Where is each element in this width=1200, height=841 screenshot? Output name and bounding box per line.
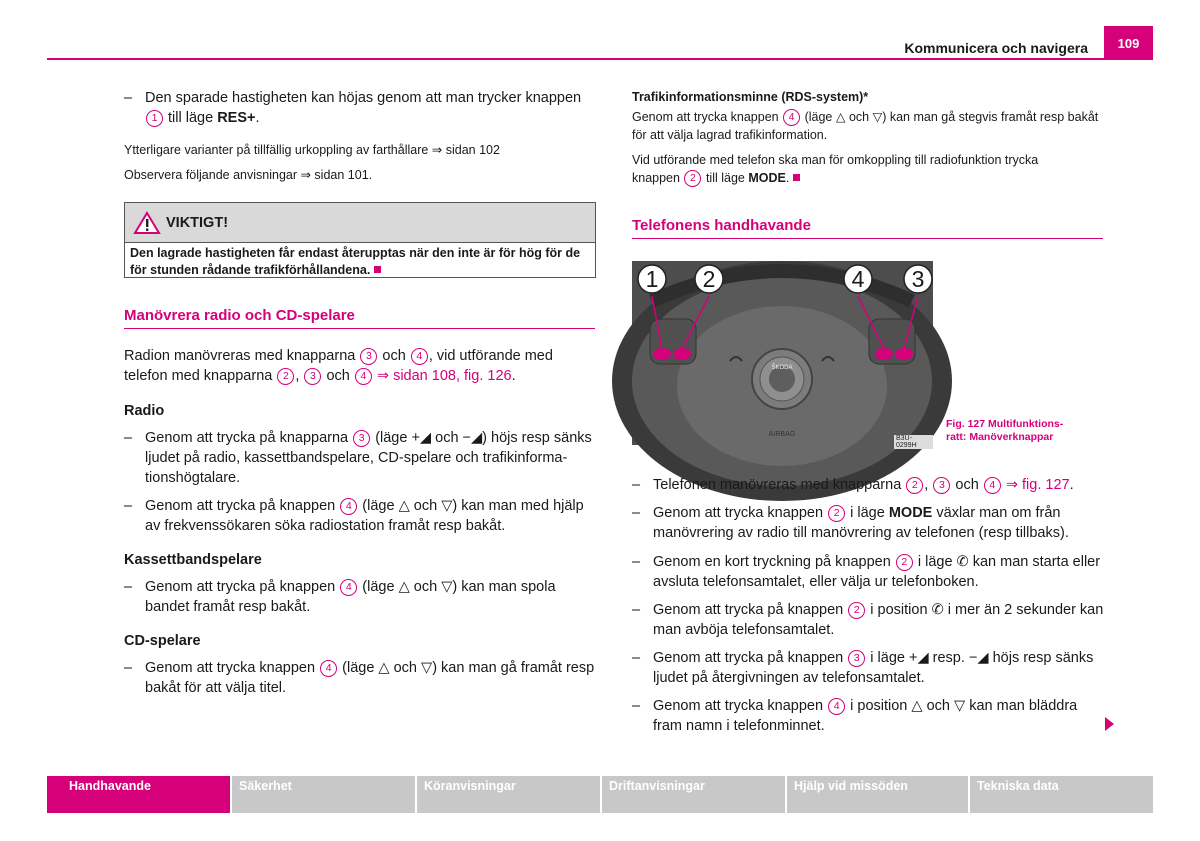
section-heading: Telefonens handhavande [632,217,811,234]
page-number: 109 [1104,26,1153,60]
paragraph: Vid utförande med telefon ska man för omkoppling till radiofunktion trycka knappen 2 till läge MODE. [632,153,1039,185]
figure-label: 1 [645,266,659,292]
figure-label: 3 [911,266,925,292]
paragraph: Genom att trycka knappen 4 (läge △ och ▽) kan man gå stegvis framåt resp bakåt för att välja lagrad trafikinformation. [632,110,1099,142]
section-rule [632,238,1103,239]
figure-caption: Fig. 127 Multifunktions- ratt: Manöverknappar [946,418,1064,443]
paragraph: Radion manövreras med knapparna 3 och 4 , vid utförande med telefon med knapparna 2 , 3 och 4 ⇒ sidan 108, fig. 126. [124,348,553,384]
figure-code: B3U-0299H [894,435,933,449]
list-item: Genom att trycka på knappen 2 i position ✆ i mer än 2 sekunder kan man avböja telefonsamtalet. [653,602,1104,638]
airbag-label: AIRBAG [768,431,796,438]
section-heading: Manövrera radio och CD-spelare [124,307,355,324]
triangle-down-icon: ▽ [421,660,433,676]
list-item: Den sparade hastigheten kan höjas genom att man trycker knappen 1 till läge RES+. [145,90,582,126]
list-item: Genom att trycka knappen 4 i position △ och ▽ kan man bläddra fram namn i telefonminnet. [653,698,1078,734]
list-item: Genom att trycka knappen 2 i läge MODE växlar man om från manövrering av radio till manövrering av telefonen (resp tillbaks). [653,505,1069,541]
volume-down-icon: −◢ [968,650,989,666]
figure-label: 2 [702,266,716,292]
volume-up-icon: +◢ [909,650,929,666]
subheading: Kassettbandspelare [124,552,262,568]
end-mark-icon [374,266,381,273]
section-rule [124,328,595,329]
triangle-down-icon: ▽ [441,579,453,595]
warning-triangle-icon [134,211,160,235]
volume-up-icon: +◢ [411,430,432,446]
volume-down-icon: −◢ [462,430,483,446]
list-item: Genom att trycka på knappen 4 (läge △ och ▽) kan man med hjälp av frekvenssökaren söka radiostation framåt resp bakåt. [145,498,584,534]
triangle-up-icon: △ [398,498,410,514]
header-rule [47,58,1153,60]
phone-icon: ✆ [956,554,969,570]
triangle-up-icon: △ [911,698,923,714]
figure-label: 4 [851,266,865,292]
warning-text: Den lagrade hastigheten får endast återupptas när den inte är för hög för de för stunden rådande trafikförhållandena. [130,246,581,277]
list-dash: – [124,90,133,106]
page-header-title: Kommunicera och navigera [904,40,1088,56]
tab-sakerhet[interactable]: Säkerhet [232,776,415,813]
warning-box [124,202,596,278]
tab-handhavande[interactable]: Handhavande [47,776,230,813]
list-item: Genom att trycka på knapparna 3 (läge +◢ och −◢) höjs resp sänks ljudet på radio, kassettbandspelare, CD-spelare och trafikinforma- tionshögtalare. [145,430,592,486]
cross-reference-link[interactable]: ⇒ sidan 108, fig. 126 [376,368,512,384]
next-page-arrow-icon[interactable] [1105,717,1114,731]
subheading: Radio [124,403,165,419]
cross-reference-link[interactable]: ⇒ fig. 127 [1005,477,1070,493]
list-item: Genom en kort tryckning på knappen 2 i läge ✆ kan man starta eller avsluta telefonsamtalet, eller välja ur telefonboken. [653,554,1101,590]
list-item: Genom att trycka på knappen 3 i läge +◢ resp. −◢ höjs resp sänks ljudet på återgivningen av telefonsamtalet. [653,650,1094,686]
figure-steering-wheel [632,261,933,449]
paragraph: Ytterligare varianter på tillfällig urkoppling av farthållare ⇒ sidan 102 [124,143,500,157]
list-item: Genom att trycka på knappen 4 (läge △ och ▽) kan man spola bandet framåt resp bakåt. [145,579,556,615]
subheading: Trafikinformationsminne (RDS-system)* [632,90,869,104]
phone-icon: ✆ [931,602,944,618]
tab-koranvisningar[interactable]: Köranvisningar [417,776,600,813]
subheading: CD-spelare [124,633,201,649]
triangle-up-icon: △ [378,660,390,676]
triangle-down-icon: ▽ [954,698,966,714]
list-item: Telefonen manövreras med knapparna 2 , 3 och 4 ⇒ fig. 127. [653,477,1074,493]
triangle-down-icon: ▽ [441,498,453,514]
button-number: 1 [146,110,163,127]
tab-hjalp-vid-missoden[interactable]: Hjälp vid missöden [787,776,968,813]
tab-tekniska-data[interactable]: Tekniska data [970,776,1153,813]
paragraph: Observera följande anvisningar ⇒ sidan 101. [124,168,373,182]
steering-wheel-illustration [632,261,933,445]
brand-logo: ŠKODA [771,365,793,371]
list-item: Genom att trycka knappen 4 (läge △ och ▽) kan man gå framåt resp bakåt för att välja titel. [145,660,595,696]
warning-title: VIKTIGT! [166,214,229,231]
tab-driftanvisningar[interactable]: Driftanvisningar [602,776,785,813]
end-mark-icon [793,174,800,181]
triangle-up-icon: △ [398,579,410,595]
